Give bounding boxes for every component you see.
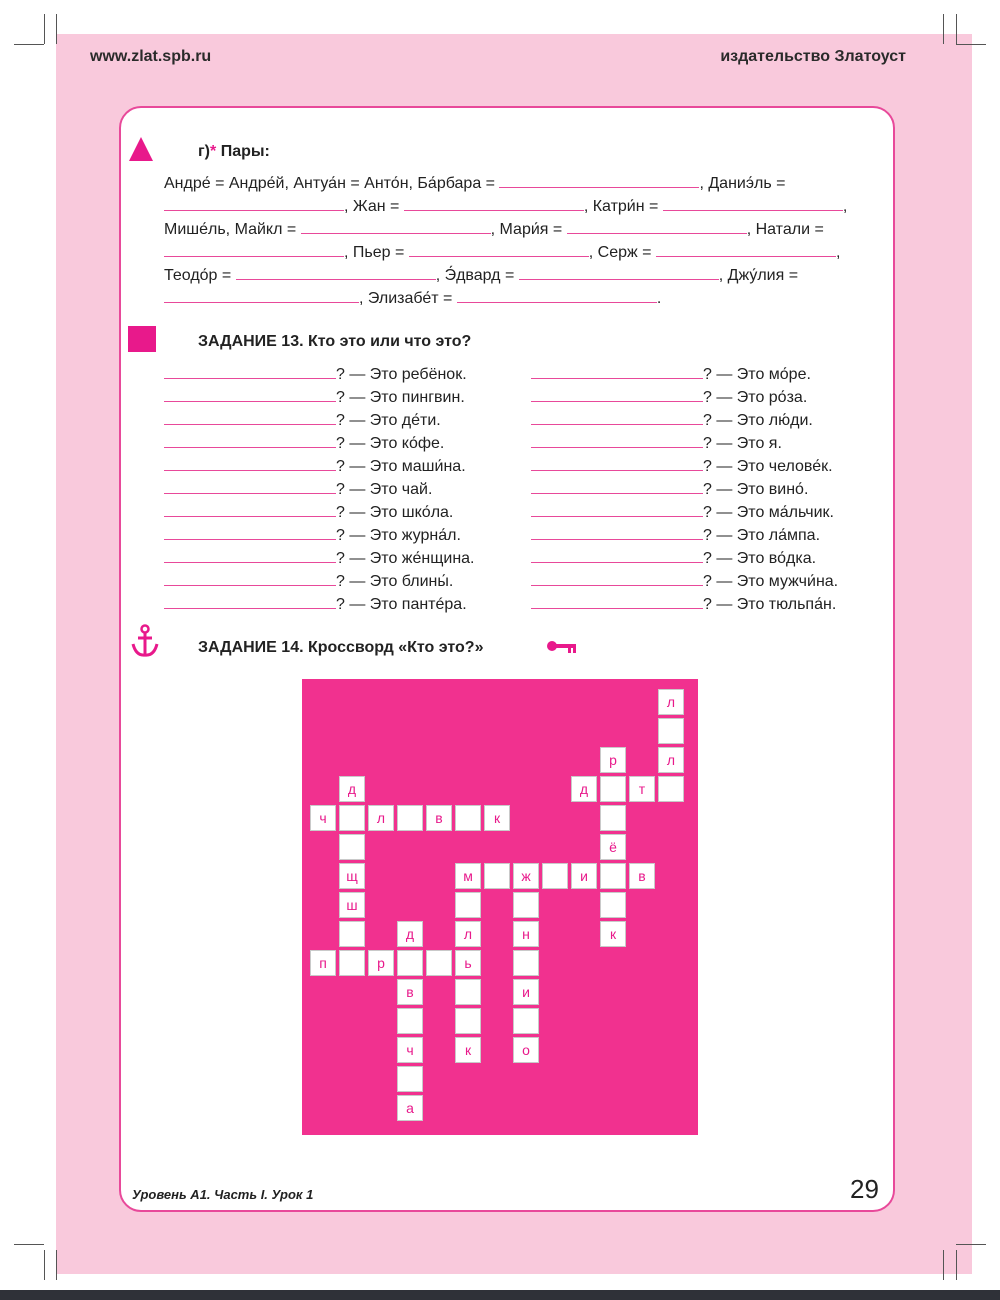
answer-blank[interactable] — [663, 196, 843, 211]
task13-answer-text: ? — Это ко́фе. — [336, 435, 445, 452]
publisher-name: издательство Златоуст — [720, 48, 906, 65]
crossword-cell[interactable]: ж — [513, 863, 539, 889]
pairs-line — [164, 287, 864, 310]
crossword-cell[interactable] — [600, 805, 626, 831]
crossword-cell[interactable]: л — [658, 747, 684, 773]
crossword-cell[interactable] — [658, 776, 684, 802]
pairs-text: . — [656, 290, 662, 307]
task13-answer-text: ? — Это ребёнок. — [336, 366, 467, 383]
crossword-cell[interactable]: ё — [600, 834, 626, 860]
crossword-cell[interactable] — [397, 1066, 423, 1092]
task13-left-column — [164, 363, 475, 616]
crossword-cell[interactable]: ч — [310, 805, 336, 831]
task13-row — [164, 570, 475, 593]
task13-answer-text: ? — Это мо́ре. — [703, 366, 811, 383]
crossword-cell[interactable]: л — [658, 689, 684, 715]
task13-row — [531, 409, 838, 432]
crossword-cell[interactable] — [397, 1008, 423, 1034]
task13-row — [164, 501, 475, 524]
task13-row — [164, 386, 475, 409]
answer-blank[interactable] — [531, 456, 703, 471]
answer-blank[interactable] — [519, 265, 719, 280]
pairs-exercise — [164, 172, 864, 310]
task13-title: ЗАДАНИЕ 13. Кто это или что это? — [198, 333, 472, 350]
crossword-cell[interactable] — [600, 776, 626, 802]
crossword-cell[interactable] — [426, 950, 452, 976]
crossword-grid — [302, 679, 698, 1135]
pairs-text: Мише́ль, Майкл = — [164, 221, 301, 238]
answer-blank[interactable] — [531, 364, 703, 379]
task13-row — [531, 524, 838, 547]
answer-blank[interactable] — [164, 387, 336, 402]
task13-row — [164, 363, 475, 386]
pairs-line — [164, 195, 864, 218]
star-mark: * — [210, 143, 217, 160]
task13-row — [531, 570, 838, 593]
pairs-text: Андре́ = Андре́й, Антуа́н = Анто́н, Ба́рбара = — [164, 175, 500, 192]
crossword-cell[interactable]: д — [571, 776, 597, 802]
answer-blank[interactable] — [531, 525, 703, 540]
crossword-cell[interactable]: д — [339, 776, 365, 802]
crossword-cell[interactable] — [455, 979, 481, 1005]
task13-row — [531, 386, 838, 409]
answer-blank[interactable] — [531, 571, 703, 586]
task13-answer-text: ? — Это блины́. — [336, 573, 454, 590]
answer-blank[interactable] — [567, 219, 747, 234]
crossword-cell[interactable] — [600, 863, 626, 889]
task13-answer-text: ? — Это мужчи́на. — [703, 573, 839, 590]
pairs-text: , Серж = — [588, 244, 656, 261]
task13-answer-text: ? — Это челове́к. — [703, 458, 833, 475]
crossword-cell[interactable]: ь — [455, 950, 481, 976]
answer-blank[interactable] — [164, 433, 336, 448]
pairs-line — [164, 264, 864, 287]
crossword-cell[interactable]: л — [368, 805, 394, 831]
crossword-cell[interactable]: д — [397, 921, 423, 947]
task13-answer-text: ? — Это ла́мпа. — [703, 527, 821, 544]
section-g-title: Пары: — [220, 143, 270, 160]
crossword-cell[interactable]: ш — [339, 892, 365, 918]
task13-row — [164, 409, 475, 432]
answer-blank[interactable] — [531, 410, 703, 425]
pairs-line — [164, 241, 864, 264]
crossword-cell[interactable]: к — [455, 1037, 481, 1063]
task13-row — [531, 501, 838, 524]
crossword-cell[interactable]: а — [397, 1095, 423, 1121]
page-number: 29 — [850, 1174, 879, 1204]
crossword-cell[interactable] — [339, 834, 365, 860]
triangle-marker-icon — [128, 136, 154, 162]
task13-right-column — [531, 363, 838, 616]
crossword-cell[interactable]: м — [455, 863, 481, 889]
crossword-cell[interactable] — [397, 950, 423, 976]
crossword-cell[interactable] — [658, 718, 684, 744]
task13-row — [531, 547, 838, 570]
task13-row — [531, 478, 838, 501]
answer-blank[interactable] — [301, 219, 491, 234]
answer-blank[interactable] — [457, 288, 657, 303]
crossword-cell[interactable] — [339, 950, 365, 976]
answer-blank[interactable] — [409, 242, 589, 257]
section-g-label: г) — [198, 143, 210, 160]
task13-answer-text: ? — Это пингвин. — [336, 389, 465, 406]
crossword-cell[interactable] — [513, 1008, 539, 1034]
crossword-cell[interactable]: в — [397, 979, 423, 1005]
task13-answer-text: ? — Это ро́за. — [703, 389, 808, 406]
task13-row — [531, 593, 838, 616]
anchor-icon — [130, 624, 160, 658]
task13-answer-text: ? — Это журна́л. — [336, 527, 461, 544]
answer-blank[interactable] — [531, 594, 703, 609]
crossword-cell[interactable]: п — [310, 950, 336, 976]
pairs-text: , Мари́я = — [490, 221, 567, 238]
footer-level: Уровень А1. Часть I. Урок 1 — [132, 1187, 314, 1202]
task13-answer-text: ? — Это лю́ди. — [703, 412, 813, 429]
crossword-cell[interactable] — [455, 1008, 481, 1034]
task13-answer-text: ? — Это шко́ла. — [336, 504, 454, 521]
answer-blank[interactable] — [656, 242, 836, 257]
answer-blank[interactable] — [164, 525, 336, 540]
task13-row — [531, 432, 838, 455]
crossword-cell[interactable]: и — [513, 979, 539, 1005]
crossword-cell[interactable]: о — [513, 1037, 539, 1063]
crossword-cell[interactable]: к — [600, 921, 626, 947]
pairs-text: , Натали = — [746, 221, 824, 238]
pairs-text: , Катри́н = — [583, 198, 663, 215]
answer-blank[interactable] — [164, 410, 336, 425]
answer-blank[interactable] — [164, 502, 336, 517]
crossword-cell[interactable] — [397, 805, 423, 831]
task13-row — [164, 455, 475, 478]
answer-blank[interactable] — [164, 594, 336, 609]
crossword-cell[interactable]: т — [629, 776, 655, 802]
crossword-cell[interactable] — [339, 921, 365, 947]
pairs-text: , Даниэ́ль = — [699, 175, 786, 192]
crossword-cell[interactable]: р — [368, 950, 394, 976]
bottom-bar — [0, 1290, 1000, 1300]
section-g-heading — [198, 143, 270, 161]
answer-blank[interactable] — [164, 242, 344, 257]
crossword-cell[interactable] — [455, 892, 481, 918]
crossword-cell[interactable]: в — [629, 863, 655, 889]
crossword-cell[interactable]: в — [426, 805, 452, 831]
task13-row — [164, 478, 475, 501]
answer-blank[interactable] — [164, 288, 359, 303]
crossword-cell[interactable]: р — [600, 747, 626, 773]
task13-row — [164, 524, 475, 547]
pairs-text: , Жан = — [344, 198, 404, 215]
square-marker-icon — [128, 326, 156, 352]
task13-row — [164, 593, 475, 616]
task13-row — [164, 547, 475, 570]
crossword-cell[interactable]: к — [484, 805, 510, 831]
pairs-line — [164, 218, 864, 241]
crossword-cell[interactable]: ч — [397, 1037, 423, 1063]
pairs-text: Теодо́р = — [164, 267, 236, 284]
crossword-cell[interactable]: н — [513, 921, 539, 947]
task13-answer-text: ? — Это во́дка. — [703, 550, 817, 567]
crossword-cell[interactable] — [339, 805, 365, 831]
task13-answer-text: ? — Это ма́льчик. — [703, 504, 834, 521]
answer-blank[interactable] — [531, 387, 703, 402]
pairs-text: , — [842, 198, 848, 215]
task13-row — [164, 432, 475, 455]
task13-answer-text: ? — Это де́ти. — [336, 412, 441, 429]
answer-blank[interactable] — [164, 571, 336, 586]
answer-blank[interactable] — [531, 502, 703, 517]
task13-row — [531, 455, 838, 478]
task13-answer-text: ? — Это я. — [703, 435, 782, 452]
crossword-cell[interactable] — [542, 863, 568, 889]
pairs-text: , Э́двард = — [435, 267, 519, 284]
crossword-cell[interactable] — [455, 805, 481, 831]
site-url[interactable]: www.zlat.spb.ru — [90, 48, 212, 65]
answer-blank[interactable] — [531, 433, 703, 448]
answer-blank[interactable] — [499, 173, 699, 188]
answer-blank[interactable] — [236, 265, 436, 280]
pairs-line — [164, 172, 864, 195]
task14-title: ЗАДАНИЕ 14. Кроссворд «Кто это?» — [198, 639, 484, 656]
crossword-cell[interactable] — [513, 892, 539, 918]
crossword-cell[interactable] — [513, 950, 539, 976]
answer-blank[interactable] — [164, 364, 336, 379]
crossword-cell[interactable]: и — [571, 863, 597, 889]
pairs-text: , — [835, 244, 841, 261]
answer-blank[interactable] — [164, 196, 344, 211]
answer-blank[interactable] — [404, 196, 584, 211]
answer-blank[interactable] — [531, 548, 703, 563]
task13-answer-text: ? — Это вино́. — [703, 481, 809, 498]
task13-answer-text: ? — Это чай. — [336, 481, 433, 498]
task13-answer-text: ? — Это пантéра. — [336, 596, 467, 613]
task13-answer-text: ? — Это же́нщина. — [336, 550, 475, 567]
crossword-cell[interactable] — [600, 892, 626, 918]
pairs-text: , Пьер = — [344, 244, 409, 261]
task13-answer-text: ? — Это тюльпа́н. — [703, 596, 837, 613]
task13-answer-text: ? — Это маши́на. — [336, 458, 466, 475]
answer-blank[interactable] — [531, 479, 703, 494]
task13-row — [531, 363, 838, 386]
crossword-cell[interactable]: л — [455, 921, 481, 947]
answer-blank[interactable] — [164, 479, 336, 494]
crossword-cell[interactable]: щ — [339, 863, 365, 889]
answer-blank[interactable] — [164, 456, 336, 471]
crossword-cell[interactable] — [484, 863, 510, 889]
pairs-text: , Джу́лия = — [718, 267, 799, 284]
answer-blank[interactable] — [164, 548, 336, 563]
pairs-text: , Элизабе́т = — [359, 290, 457, 307]
key-icon — [546, 638, 578, 654]
